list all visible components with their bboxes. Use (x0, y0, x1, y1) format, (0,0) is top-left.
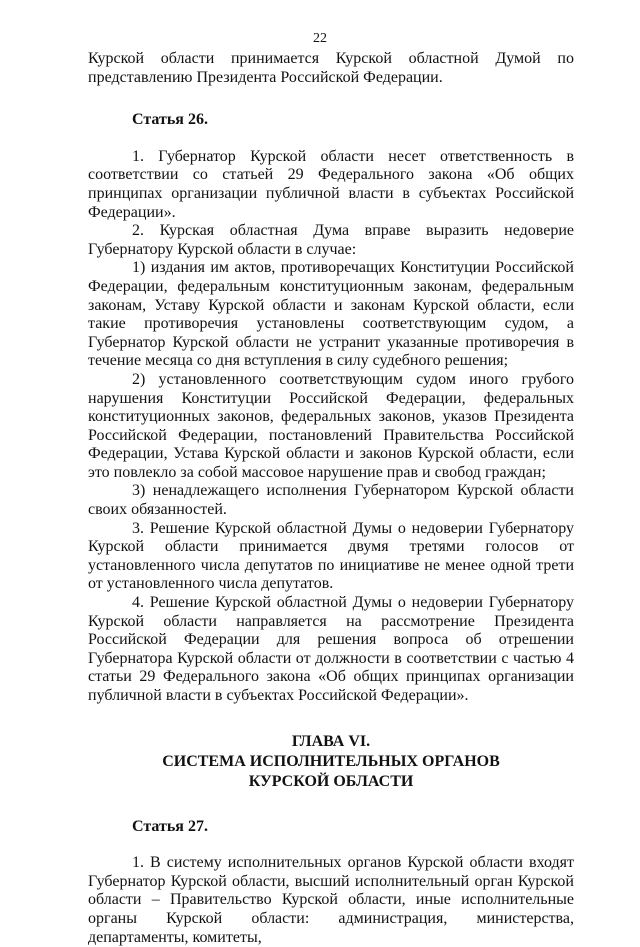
page-number: 22 (313, 31, 327, 46)
article-26-paragraph-1: 1. Губернатор Курской области несет ответственность в соответствии со статьей 29 Федерального закона «Об общих принципах организации публичной власти в субъектах Российской Федерации». (88, 147, 574, 221)
article-26-item-2: 2) установленного соответствующим судом иного грубого нарушения Конституции Российской Федерации, федеральных конституционных законов, федеральных законов, указов Президента Российской Федерации, постановлений Правительства Российской Федерации, Устава Курской области и законов Курской области, если это повлекло за собой массовое нарушение прав и свобод граждан; (88, 370, 574, 481)
article-27-title: Статья 27. (132, 817, 208, 835)
chapter-title-line-2: КУРСКОЙ ОБЛАСТИ (248, 772, 414, 790)
chapter-number: ГЛАВА VI. (291, 732, 371, 750)
chapter-title-line-1: СИСТЕМА ИСПОЛНИТЕЛЬНЫХ ОРГАНОВ (162, 752, 500, 770)
intro-paragraph: Курской области принимается Курской областной Думой по представлению Президента Российской Федерации. (88, 50, 574, 86)
document-body (88, 50, 574, 947)
article-26-item-3: 3) ненадлежащего исполнения Губернатором Курской области своих обязанностей. (88, 482, 574, 519)
chapter-heading (88, 732, 574, 792)
article-26-title: Статья 26. (132, 111, 208, 129)
article-26-item-1: 1) издания им актов, противоречащих Конституции Российской Федерации, федеральным конституционным законам, федеральным законам, Уставу Курской области и законам Курской области, если такие противоречия установлены соответствующим судом, а Губернатор Курской области не устранит указанные противоречия в течение месяца со дня вступления в силу судебного решения; (88, 259, 574, 370)
article-26-paragraph-2: 2. Курская областная Дума вправе выразить недоверие Губернатору Курской области в случае: (88, 222, 574, 258)
article-26-paragraph-3: 3. Решение Курской областной Думы о недоверии Губернатору Курской области принимается двумя третями голосов от установленного числа депутатов по инициативе не менее одной трети от установленного числа депутатов. (88, 519, 574, 593)
article-26-paragraph-4: 4. Решение Курской областной Думы о недоверии Губернатору Курской области направляется на рассмотрение Президента Российской Федерации для решения вопроса об отрешении Губернатора Курской области от должности в соответствии с частью 4 статьи 29 Федерального закона «Об общих принципах организации публичной власти в субъектах Российской Федерации». (88, 594, 574, 704)
article-27-paragraph-1: 1. В систему исполнительных органов Курской области входят Губернатор Курской области, высший исполнительный орган Курской области – Правительство Курской области, иные исполнительные органы Курской области: администрация, министерства, департаменты, комитеты, (88, 854, 574, 946)
